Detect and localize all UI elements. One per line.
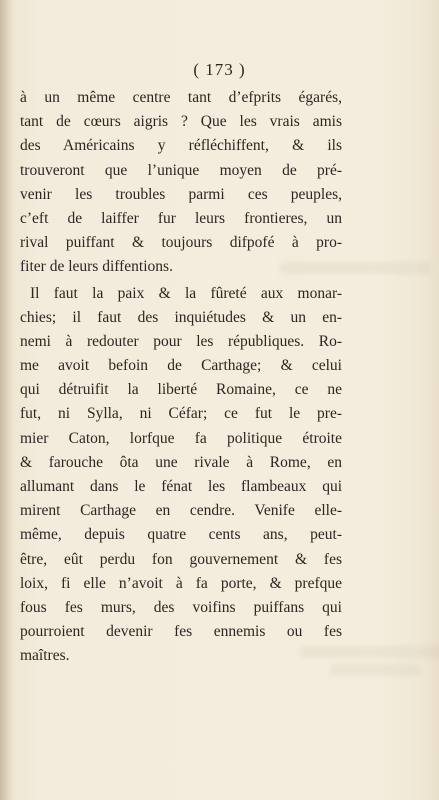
text-line: loix, fi elle n’avoit à fa porte, & prefque bbox=[20, 574, 342, 592]
text-line: mirent Carthage en cendre. Venife elle- bbox=[20, 502, 342, 520]
text-line: maîtres. bbox=[20, 647, 70, 665]
text-line: des Américains y réfléchiffent, & ils bbox=[20, 137, 342, 155]
spine-shadow bbox=[0, 0, 14, 800]
text-line: c’eft de laiffer fur leurs frontieres, un bbox=[20, 209, 342, 227]
text-line: même, depuis quatre cents ans, peut- bbox=[20, 526, 342, 544]
text-line: rival puiffant & toujours difpofé à pro- bbox=[20, 234, 342, 252]
text-line: fous fes murs, des voifins puiffans qui bbox=[20, 598, 342, 616]
text-line: fiter de leurs diffentions. bbox=[20, 258, 173, 276]
text-line: qui détruifit la liberté Romaine, ce ne bbox=[20, 381, 342, 399]
text-line: & farouche ôta une rivale à Rome, en bbox=[20, 453, 342, 471]
text-line: trouveront que l’unique moyen de pré- bbox=[20, 161, 342, 179]
paragraph-1 bbox=[20, 86, 342, 280]
page-number: ( 173 ) bbox=[193, 60, 246, 79]
text-line: chies; il faut des inquiétudes & un en- bbox=[20, 308, 342, 326]
text-line: allumant dans le fénat les flambeaux qui bbox=[20, 478, 342, 495]
show-through-smudge bbox=[330, 664, 420, 676]
text-line: fut, ni Sylla, ni Céfar; ce fut le pre- bbox=[20, 405, 342, 423]
text-line: nemi à redouter pour les républiques. Ro- bbox=[20, 332, 342, 350]
text-line: Il faut la paix & la fûreté aux monar- bbox=[30, 284, 342, 302]
text-line: venir les troubles parmi ces peuples, bbox=[20, 185, 342, 203]
text-line: pourroient devenir fes ennemis ou fes bbox=[20, 623, 342, 641]
text-line: tant de cœurs aigris ? Que les vrais amis bbox=[20, 113, 342, 131]
text-line: mier Caton, lorfque fa politique étroite bbox=[20, 429, 342, 447]
body-text bbox=[20, 86, 342, 669]
text-line: à un même centre tant d’efprits égarés, bbox=[20, 89, 342, 106]
text-line: être, eût perdu fon gouvernement & fes bbox=[20, 550, 342, 568]
text-line: me avoit befoin de Carthage; & celui bbox=[20, 357, 342, 375]
paragraph-2 bbox=[20, 282, 342, 669]
